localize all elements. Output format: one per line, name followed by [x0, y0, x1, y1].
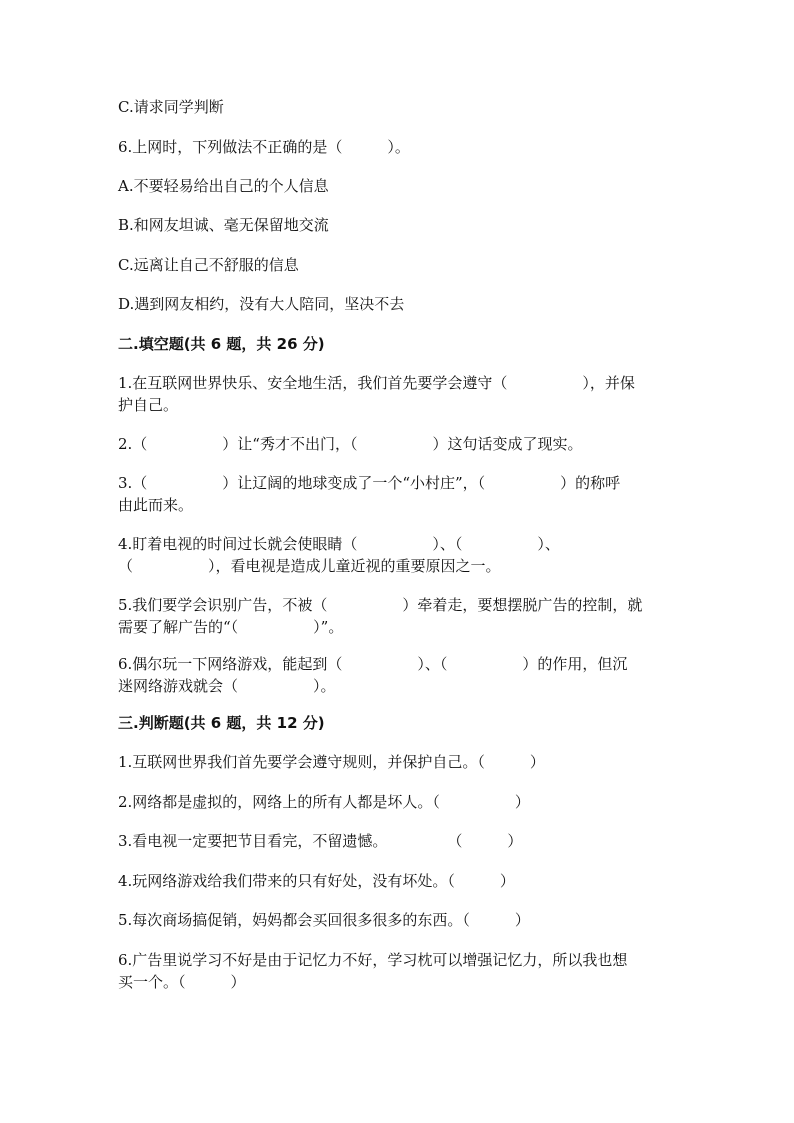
- fill-item-4-line-1: 4.盯着电视的时间过长就会使眼睛（ ）、（ ）、: [118, 535, 560, 553]
- fill-item-4-line-2: （ ），看电视是造成儿童近视的重要原因之一。: [118, 557, 501, 575]
- previous-question-option-c: C.请求同学判断: [118, 98, 224, 116]
- question-6-option-b: B.和网友坦诚、毫无保留地交流: [118, 216, 329, 234]
- judge-item-4: 4.玩网络游戏给我们带来的只有好处，没有坏处。（ ）: [118, 872, 515, 890]
- fill-item-6-line-2: 迷网络游戏就会（ ）。: [118, 677, 336, 695]
- question-6-option-c: C.远离让自己不舒服的信息: [118, 256, 299, 274]
- question-6-option-d: D.遇到网友相约，没有大人陪同，坚决不去: [118, 295, 405, 313]
- fill-item-1-line-1: 1.在互联网世界快乐、安全地生活，我们首先要学会遵守（ ），并保: [118, 374, 635, 392]
- fill-item-6-line-1: 6.偶尔玩一下网络游戏，能起到（ ）、（ ）的作用，但沉: [118, 655, 628, 673]
- fill-item-3-line-2: 由此而来。: [118, 496, 194, 514]
- fill-item-5-line-2: 需要了解广告的“（ ）”。: [118, 618, 344, 636]
- fill-item-3-line-1: 3.（ ）让辽阔的地球变成了一个“小村庄”，（ ）的称呼: [118, 474, 621, 492]
- fill-in-section-heading: 二.填空题(共 6 题，共 26 分): [118, 335, 325, 353]
- judge-item-6-line-2: 买一个。（ ）: [118, 973, 246, 991]
- judge-item-3: 3.看电视一定要把节目看完，不留遗憾。 （ ）: [118, 832, 523, 850]
- question-6-option-a: A.不要轻易给出自己的个人信息: [118, 177, 329, 195]
- judge-item-1: 1.互联网世界我们首先要学会遵守规则，并保护自己。（ ）: [118, 753, 545, 771]
- fill-item-2-line-1: 2.（ ）让“秀才不出门，（ ）这句话变成了现实。: [118, 435, 583, 453]
- question-6-stem: 6.上网时，下列做法不正确的是（ ）。: [118, 138, 410, 156]
- fill-item-5-line-1: 5.我们要学会识别广告，不被（ ）牵着走，要想摆脱广告的控制，就: [118, 596, 643, 614]
- judge-item-2: 2.网络都是虚拟的，网络上的所有人都是坏人。（ ）: [118, 793, 530, 811]
- fill-item-1-line-2: 护自己。: [118, 396, 179, 414]
- judge-item-5: 5.每次商场搞促销，妈妈都会买回很多很多的东西。（ ）: [118, 911, 530, 929]
- judgement-section-heading: 三.判断题(共 6 题，共 12 分): [118, 714, 325, 732]
- judge-item-6-line-1: 6.广告里说学习不好是由于记忆力不好，学习枕可以增强记忆力，所以我也想: [118, 951, 628, 969]
